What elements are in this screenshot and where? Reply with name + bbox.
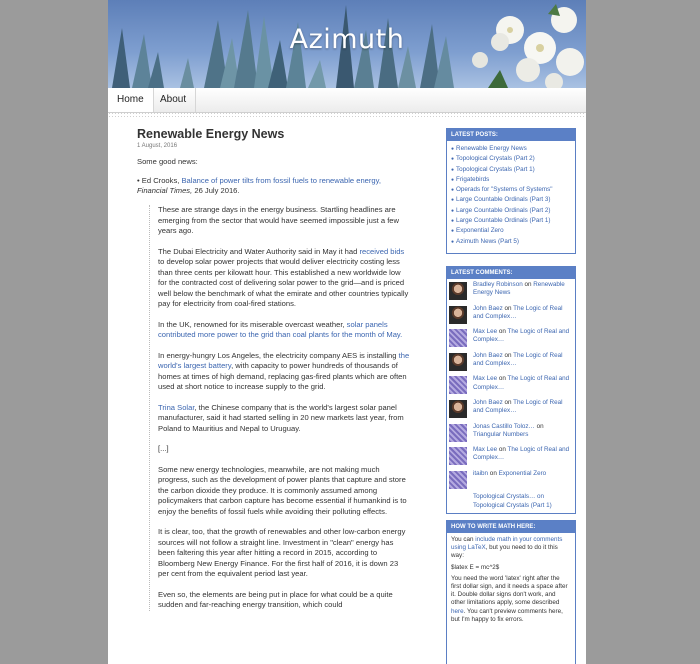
quote-ellipsis: [...] (158, 444, 169, 453)
received-bids-link[interactable]: received bids (359, 246, 405, 256)
latest-post-link[interactable]: Renewable Energy News (456, 145, 527, 152)
comment-post-link[interactable]: The Logic of Real and Complex… (473, 375, 570, 391)
latest-post-item[interactable] (451, 185, 571, 195)
comment-author[interactable]: Max Lee (473, 446, 498, 454)
quote-paragraph-8: It is clear, too, that the growth of renewables and other low-carbon energy sources will not follow a straight line. Investment in "clean" energy has been faltering this year after hitting a record in 2015, according to Bloomberg New Energy Finance. For the first half of 2016, it is down 23 per cent from the equivalent period last year. (158, 527, 406, 578)
here-link[interactable]: here (451, 607, 464, 615)
comment-author[interactable]: John Baez (473, 398, 503, 406)
comment-on-label: on (534, 422, 544, 430)
quote-paragraph-1: These are strange days in the energy business. Startling headlines are emerging from the sector that would have seemed impossible just a few years ago. (158, 205, 400, 235)
avatar[interactable] (449, 306, 467, 324)
comment-text (473, 470, 573, 478)
avatar[interactable] (449, 282, 467, 300)
comment-on-label: on (502, 304, 514, 312)
comment-text (473, 328, 573, 344)
bullet-icon: ● (451, 197, 455, 204)
comment-post-link[interactable]: Topological Crystals… on Topological Crystals (Part 1) (473, 493, 552, 509)
comment-on-label: on (502, 398, 514, 406)
comment-on-label: on (497, 375, 508, 383)
latest-post-item[interactable] (451, 165, 571, 175)
comment-on-label: on (497, 328, 508, 336)
comment-text (473, 493, 573, 509)
citation-source: Financial Times, (137, 186, 193, 195)
nav-about[interactable]: About (151, 88, 196, 112)
comment-on-label: on (497, 446, 508, 454)
comment-text (473, 281, 573, 297)
comment-item (449, 469, 573, 493)
comment-post-link[interactable]: Triangular Numbers (473, 430, 529, 438)
latest-comments-title: LATEST COMMENTS: (447, 267, 575, 279)
comment-text (473, 305, 573, 321)
comment-post-link[interactable]: The Logic of Real and Complex… (473, 398, 563, 415)
math-example: $latex E = mc^2$ (451, 563, 500, 571)
latest-post-link[interactable]: Frigatebirds (456, 175, 490, 183)
quote-paragraph-4 (158, 351, 410, 393)
avatar[interactable] (449, 424, 467, 442)
comment-author[interactable]: itaibn (473, 469, 489, 477)
comment-post-link[interactable]: Renewable Energy News (473, 281, 565, 297)
bullet-icon: ● (451, 156, 455, 163)
quote-text: , with capacity to power hundreds of thousands of homes at times of high demand, replacing gas-fired plants which are often used at short notice to increase supply to the grid. (158, 361, 407, 391)
avatar[interactable] (449, 400, 467, 418)
bullet-icon: ● (451, 218, 455, 225)
citation-bullet: • (137, 175, 140, 185)
site-title[interactable]: Azimuth (289, 24, 405, 55)
post-date: 1 August, 2016 (137, 143, 178, 149)
comment-on-label: on (502, 351, 514, 359)
latest-post-link[interactable]: Azimuth News (Part 5) (456, 237, 520, 245)
comment-item (449, 445, 573, 469)
comment-text (473, 352, 573, 368)
largest-battery-link[interactable]: the world's largest battery (158, 350, 410, 370)
comment-author[interactable]: Jonas Castillo Toloz… (473, 422, 535, 430)
latest-post-item[interactable] (451, 154, 571, 164)
math-text: . You can't preview comments here, but I'm happy to fix errors. (451, 607, 563, 623)
bullet-icon: ● (451, 187, 455, 194)
latest-post-link[interactable]: Exponential Zero (456, 227, 504, 235)
comment-item (449, 422, 573, 446)
latest-post-link[interactable]: Large Countable Ordinals (Part 3) (456, 196, 551, 204)
comment-item (449, 374, 573, 398)
comment-post-link[interactable]: The Logic of Real and Complex… (473, 304, 563, 320)
math-text: You can (451, 536, 476, 543)
bullet-icon: ● (451, 238, 455, 245)
citation-link[interactable]: Balance of power tilts from fossil fuels to renewable energy, (181, 175, 381, 185)
latest-post-link[interactable]: Topological Crystals (Part 1) (456, 165, 535, 173)
comment-post-link[interactable]: The Logic of Real and Complex… (473, 446, 570, 462)
quote-paragraph-5 (158, 403, 410, 435)
quote-text: In the UK, renowned for its miserable overcast weather, (158, 319, 347, 329)
quote-paragraph-7: Some new energy technologies, meanwhile, are not making much progress, such as the development of power plants that capture and store the carbon dioxide they produce. It is commonly assumed among policymakers that carbon capture has become essential if humankind is to enjoy the benefits of fossil fuels while avoiding their polluting effects. (158, 464, 407, 516)
bullet-icon: ● (451, 228, 455, 235)
quote-paragraph-3 (158, 320, 410, 341)
citation-date: 26 July 2016. (194, 186, 240, 195)
latest-comments-widget (446, 266, 576, 514)
latest-posts-title: LATEST POSTS: (447, 129, 575, 141)
math-help-widget (446, 520, 576, 664)
math-text: You need the word 'latex' right after the first dollar sign, and it needs a space after it. Double dollar signs don't work, and other limitations apply, some described (451, 574, 568, 607)
header-banner (108, 0, 586, 88)
math-text: , but you need to do it this way: (451, 544, 558, 560)
latest-post-item[interactable] (451, 237, 571, 247)
comment-text (473, 375, 573, 391)
latest-post-item[interactable] (451, 175, 571, 185)
bullet-icon: ● (451, 176, 455, 183)
bullet-icon: ● (451, 166, 455, 173)
latest-post-link[interactable]: Large Countable Ordinals (Part 1) (456, 217, 551, 225)
trina-solar-link[interactable]: Trina Solar (158, 402, 195, 412)
comment-item (449, 351, 573, 375)
citation (137, 176, 422, 197)
comment-text (473, 423, 573, 439)
blockquote (149, 205, 410, 611)
bullet-icon: ● (451, 207, 455, 214)
comment-item (449, 398, 573, 422)
math-help-title: HOW TO WRITE MATH HERE: (447, 521, 575, 533)
comment-post-link[interactable]: The Logic of Real and Complex… (473, 328, 570, 344)
comment-text (473, 446, 573, 462)
avatar[interactable] (449, 376, 467, 394)
comment-author[interactable]: Max Lee (473, 328, 498, 336)
post-intro: Some good news: (137, 157, 198, 166)
quote-text: , the Chinese company that is the world's largest solar panel manufacturer, said it had started selling in 20 new markets last year, from Poland to Mauritius and Nepal to Uruguay. (158, 402, 404, 433)
quote-text: to develop solar power projects that would deliver electricity costing less than three cents per kilowatt hour. This established a new worldwide low for the contracted cost of delivering solar power to the grid—and is priced well below the benchmark of what the emirate and other countries typically pay for electricity from coal-fired stations. (158, 257, 409, 308)
latest-posts-widget (446, 128, 576, 254)
comment-author[interactable]: Bradley Robinson (473, 281, 523, 288)
latest-post-link[interactable]: Topological Crystals (Part 2) (456, 155, 535, 163)
latest-post-item[interactable] (451, 226, 571, 236)
comment-post-link[interactable]: The Logic of Real and Complex… (473, 351, 563, 367)
comment-item (449, 304, 573, 328)
comment-on-label: on (488, 469, 499, 477)
nav-bar (108, 88, 586, 113)
comment-item (449, 280, 573, 304)
latest-post-item[interactable] (451, 206, 571, 216)
post (137, 127, 422, 197)
latest-comments-list (447, 279, 575, 517)
comment-on-label: on (522, 281, 534, 288)
latest-post-item[interactable] (451, 144, 571, 154)
comment-post-link[interactable]: Exponential Zero (498, 469, 547, 477)
math-help-paragraph-3 (451, 575, 571, 624)
avatar[interactable] (449, 471, 467, 489)
latest-post-item[interactable] (451, 195, 571, 205)
comment-item (449, 327, 573, 351)
quote-paragraph-9: Even so, the elements are being put in place for what could be a quite sudden and far-reaching energy transition, which could (158, 589, 393, 609)
avatar[interactable] (449, 353, 467, 371)
avatar[interactable] (449, 447, 467, 465)
comment-author[interactable]: John Baez (473, 304, 503, 312)
latest-post-item[interactable] (451, 216, 571, 226)
math-help-body (447, 533, 575, 630)
avatar[interactable] (449, 329, 467, 347)
quote-text: The Dubai Electricity and Water Authority said in May it had (158, 246, 360, 256)
comment-item (449, 492, 573, 516)
post-title[interactable]: Renewable Energy News (137, 127, 285, 141)
quote-text: In energy-hungry Los Angeles, the electricity company AES is installing (158, 350, 399, 360)
latest-post-link[interactable]: Large Countable Ordinals (Part 2) (456, 206, 551, 214)
comment-author[interactable]: Max Lee (473, 375, 498, 383)
page (108, 0, 586, 664)
comment-text (473, 399, 573, 415)
solar-panels-link[interactable]: solar panels contributed more power to the grid than coal plants for the month of May. (158, 319, 403, 339)
quote-paragraph-2 (158, 247, 410, 310)
latest-posts-list (447, 141, 575, 250)
citation-author: Ed Crooks, (141, 175, 180, 185)
divider (108, 112, 586, 118)
latest-post-link[interactable]: Operads for "Systems of Systems" (456, 186, 553, 194)
comment-author[interactable]: John Baez (473, 351, 503, 359)
bullet-icon: ● (451, 146, 455, 152)
math-help-paragraph-1 (451, 536, 571, 561)
latex-link[interactable]: include math in your comments using LaTeX (451, 536, 563, 552)
nav-home[interactable]: Home (108, 88, 154, 112)
